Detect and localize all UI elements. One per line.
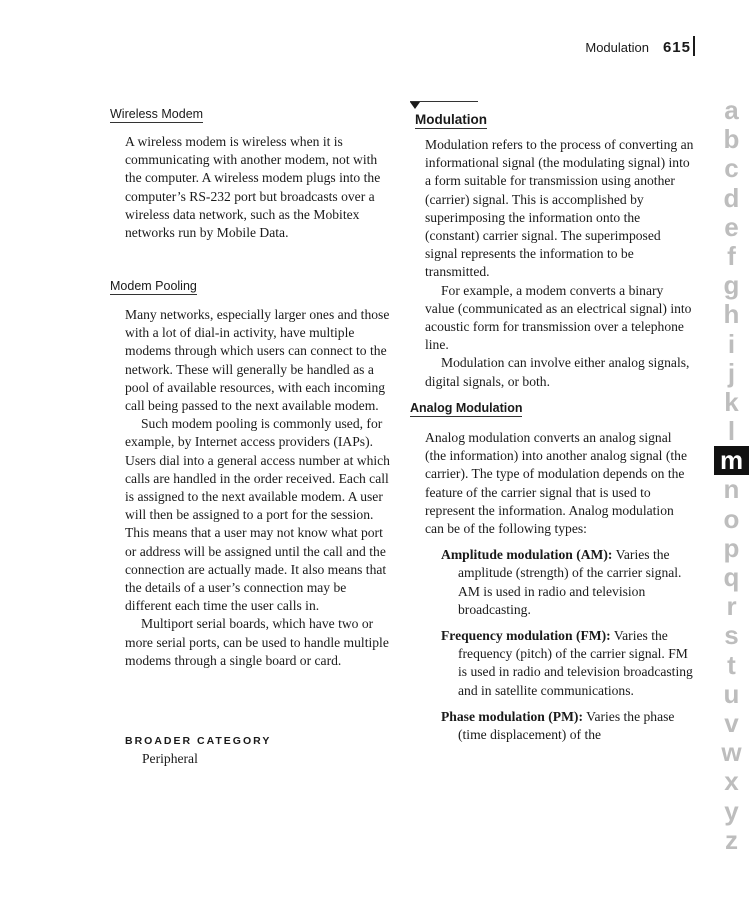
thumb-letter-h: h [723,299,740,330]
thumb-letter-m-active: m [714,446,749,475]
thumb-letter-f: f [727,240,736,271]
page-number: 615 [662,39,691,56]
modem-pooling-body [125,306,395,670]
heading-analog-modulation: Analog Modulation [410,401,523,415]
thumb-letter-r: r [726,591,737,622]
thumb-letter-d: d [723,182,740,213]
paragraph: Such modem pooling is commonly used, for example, by Internet access providers (IAPs). Users dial into a general access number at which calls are handled in the order received. Each call is assigned to the next available modem. A user will then be assigned to a port for the session. This means that a user may not know what port or address will be assigned until the call and the connection are actually made. It also means that the details of a user’s connection may be different each time the user calls in. [125,416,390,614]
thumb-letter-k: k [724,386,739,417]
heading-marker [410,101,478,102]
thumb-letter-s: s [724,620,739,651]
thumb-letter-t: t [727,649,736,680]
thumb-letter-q: q [723,562,740,592]
paragraph: Multiport serial boards, which have two or more serial ports, can be used to handle multiple modems through a single board or card. [125,616,389,668]
paragraph: Many networks, especially larger ones and those with a lot of dial-in activity, have multiple modems through which users can connect to the network. These will generally be handled as a pool of available resources, with each incoming call being passed to the next available modem. [125,307,390,414]
thumb-letter-n: n [723,474,740,505]
wireless-modem-body [125,133,395,242]
definition: Varies the frequency (pitch) of the carrier signal. FM is used in radio and television broadcasting and in satellite communications. [458,628,693,698]
list-item-fm [441,627,695,700]
modulation-body [425,136,695,391]
thumb-letter-v: v [724,707,739,738]
heading-wireless-modem: Wireless Modem [110,107,204,121]
triangle-marker-icon [410,102,420,109]
running-head [585,36,691,56]
paragraph: Modulation can involve either analog signals, digital signals, or both. [425,355,690,389]
thumb-letter-y: y [724,795,739,826]
list-item-pm [441,708,695,744]
thumb-letter-a: a [724,95,739,125]
term: Phase modulation (PM): [441,708,583,724]
heading-modulation: Modulation [415,112,487,127]
paragraph: Analog modulation converts an analog signal (the information) into another analog signal (the carrier). The type of modulation depends on the feature of the carrier signal that is used to represent the information. Analog modulation can be of the following types: [425,430,687,537]
thumb-letter-g: g [723,270,740,301]
paragraph: A wireless modem is wireless when it is communicating with another modem, not with the computer. A wireless modem plugs into the computer’s RS-232 port but broadcasts over a wireless data network, such as the Mobitex networks run by Mobile Data. [125,134,381,241]
term: Frequency modulation (FM): [441,628,611,644]
thumb-letter-z: z [725,824,738,855]
thumb-letter-e: e [724,211,739,242]
paragraph: Modulation refers to the process of converting an informational signal (the modulating signal) into a form suitable for transmission using another (carrier) signal. This is accomplished by superimposing the information onto the (constant) carrier signal. The superimposed signal represents the information to be transmitted. [425,137,694,280]
definition: Varies the phase (time displacement) of the [458,708,675,743]
thumb-letter-i: i [727,328,736,359]
thumb-letter-c: c [724,153,739,184]
broader-category-value: Peripheral [142,751,198,766]
paragraph: For example, a modem converts a binary value (communicated as an electrical signal) into acoustic form for transmission over a telephone line. [425,282,692,353]
heading-modem-pooling: Modem Pooling [110,279,197,293]
thumb-letter-w: w [721,737,742,768]
thumb-letter-l: l [727,416,736,447]
analog-modulation-body [425,429,695,744]
thumb-letter-u: u [723,678,740,709]
thumb-letter-p: p [723,532,740,563]
broader-category-label: BROADER CATEGORY [125,735,272,747]
modulation-types-list [425,546,695,744]
list-item-am [441,546,695,619]
running-head-title: Modulation [585,40,649,55]
running-head-rule [693,36,695,56]
term: Amplitude modulation (AM): [441,547,613,563]
thumb-letter-o: o [723,503,740,534]
thumb-letter-j: j [727,357,736,388]
thumb-letter-b: b [723,124,740,155]
thumb-index [714,96,749,855]
definition: Varies the amplitude (strength) of the carrier signal. AM is used in radio and television broadcasting. [458,547,682,617]
thumb-letter-x: x [724,766,739,797]
